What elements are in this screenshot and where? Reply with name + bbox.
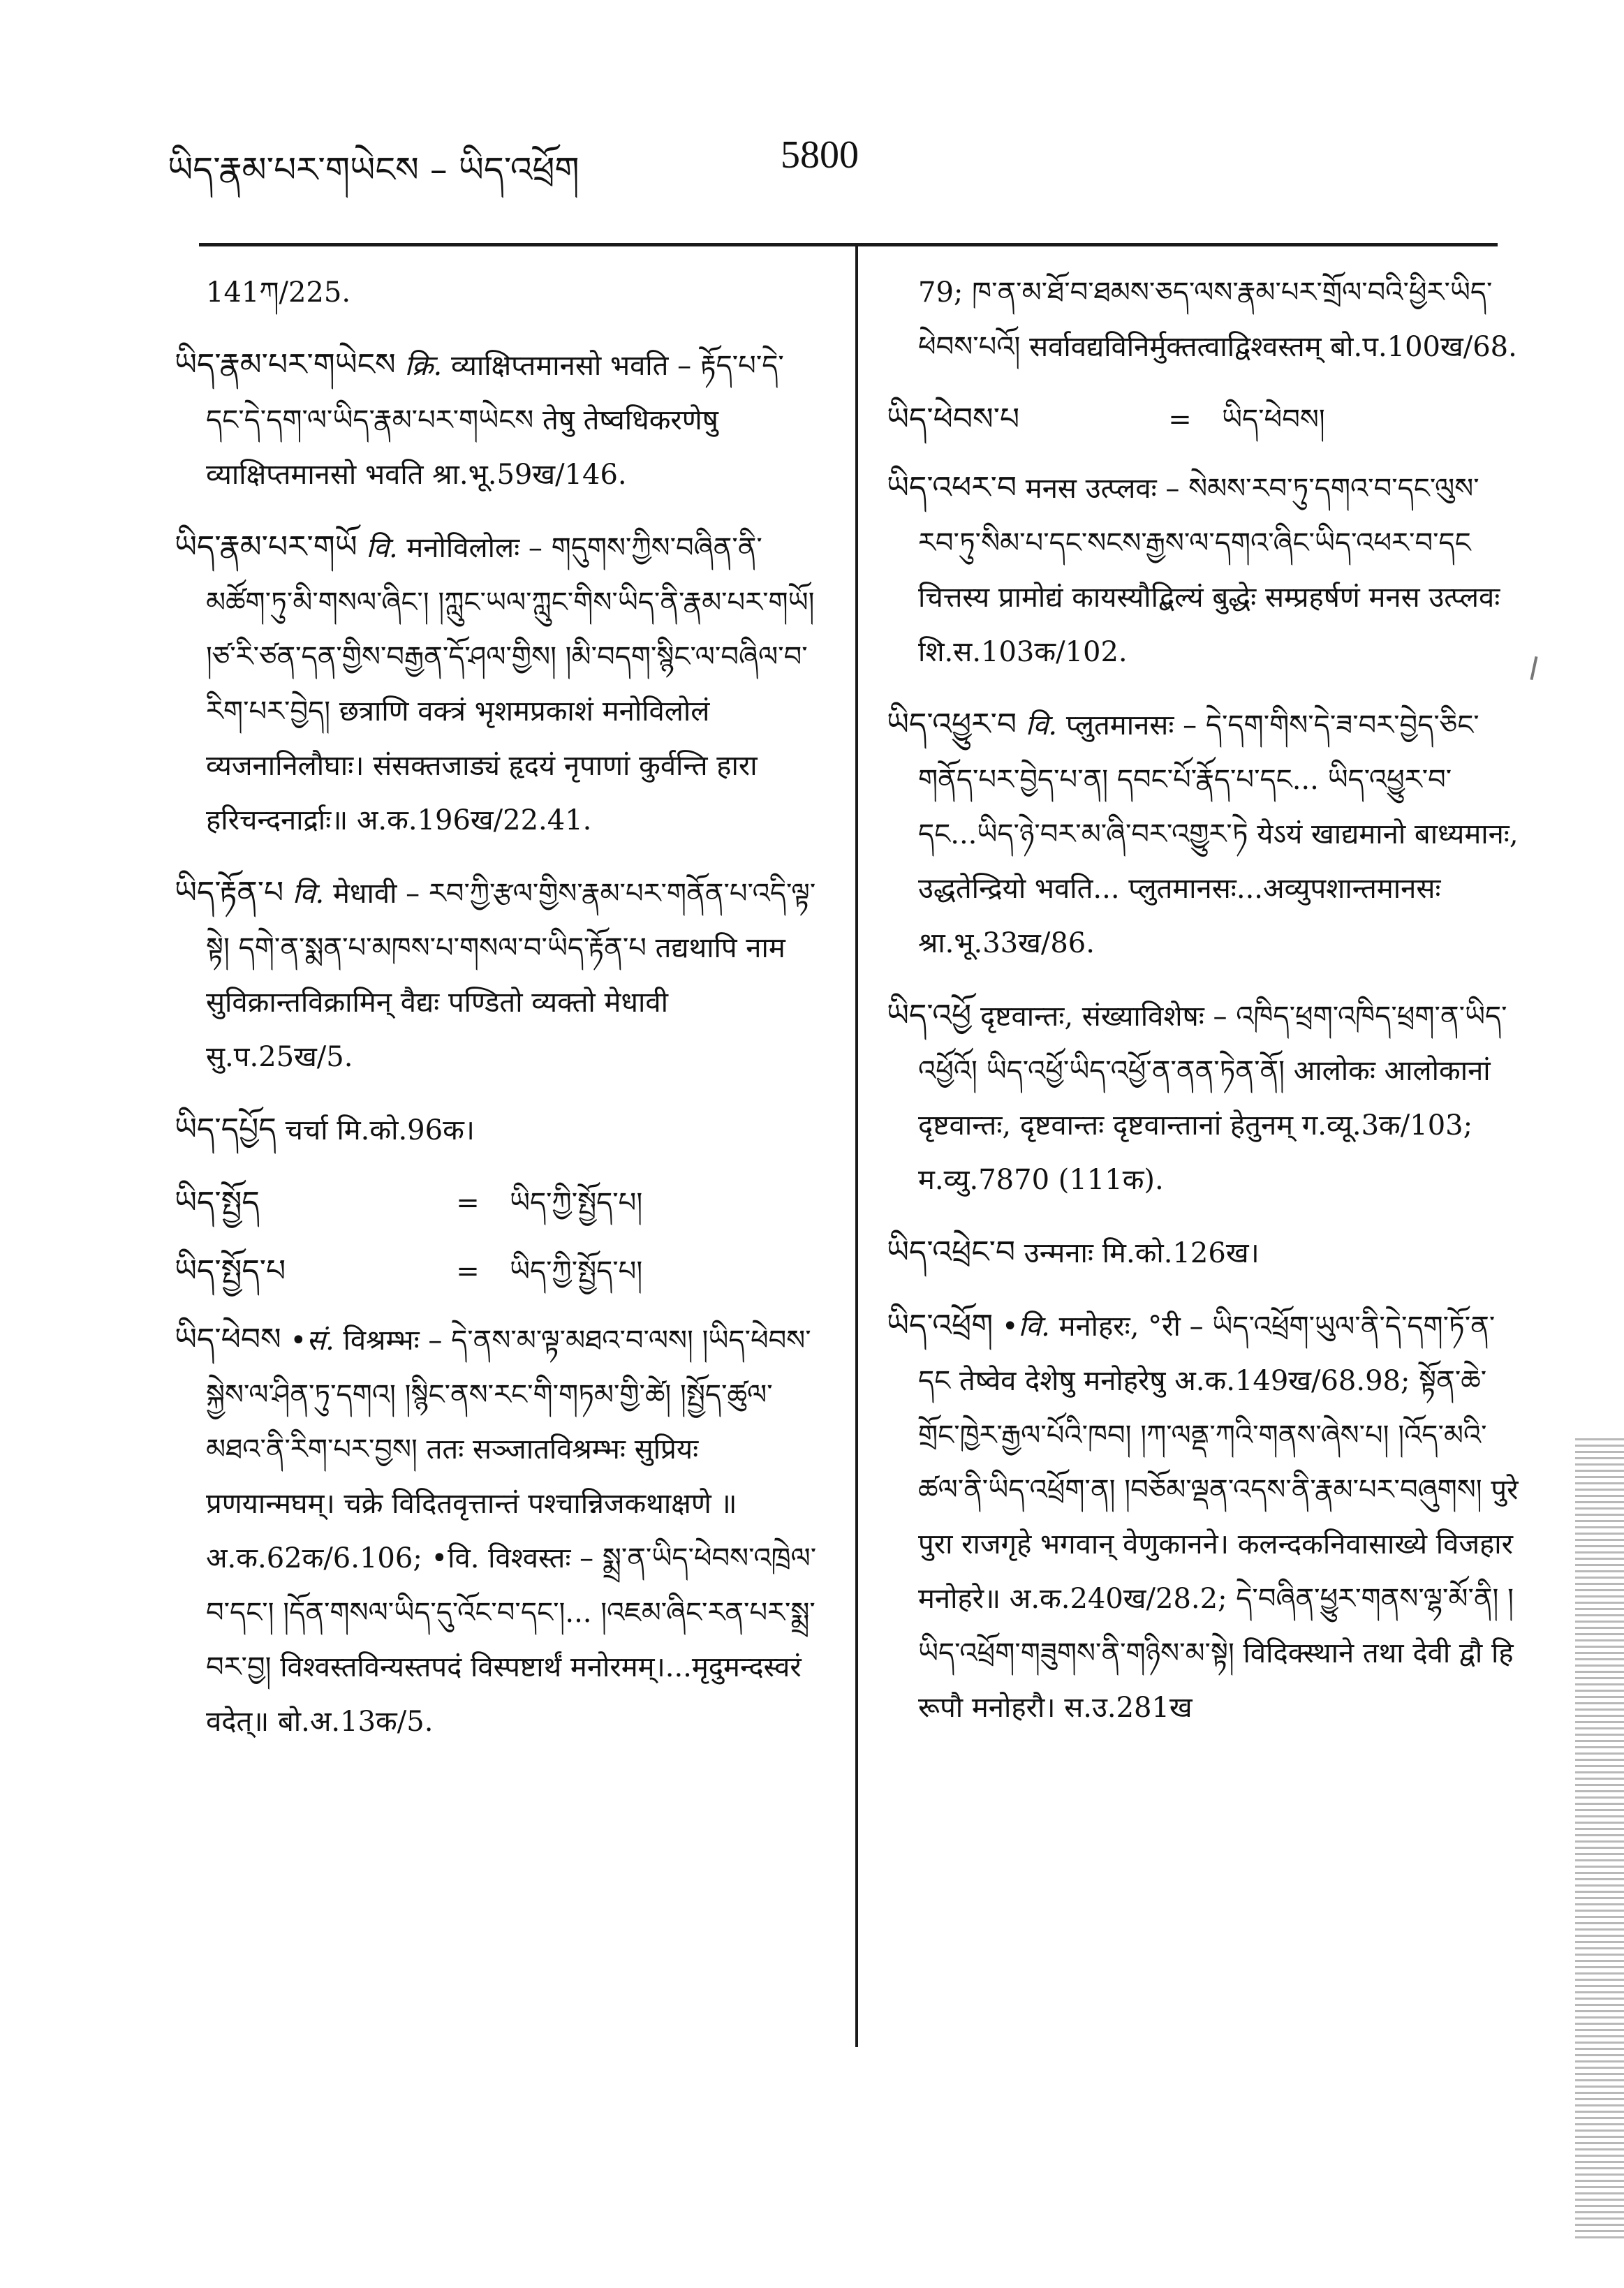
xref-headword: ཡིད་སྤྱོད <box>175 1185 260 1220</box>
grammar-label: •सं. <box>290 1324 334 1357</box>
xref-target: ཡིད་ཕེབས། <box>1222 404 1325 436</box>
grammar-label: क्रि. <box>404 350 443 382</box>
dictionary-entry <box>887 1299 1519 1735</box>
entry-body: विश्रम्भः – དེ་ནས་མ་ལྟ་མཐའ་བ་ལས། །ཡིད་ཕེབས་སྐྱེས་ལ་ཤིན་ཏུ་དགའ། །སྙིང་ནས་རང་གི་གཏམ་གྱི་ཚེ། །སྤྱོད་ཚུལ་མཐའ་ནི་རིག་པར་བྱས། ततः सञ्जातविश्रम्भः सुप्रियः प्रणयान्मघम्। चक्रे विदितवृत्तान्तं पश्चान्निजकथाक्षणे ॥ अ.क.62क/6.106; •वि. विश्वस्तः – སྨྲ་ན་ཡིད་ཕེབས་འཁྲེལ་བ་དང་། །དོན་གསལ་ཡིད་དུ་འོང་བ་དང་།... །འཇམ་ཞིང་རན་པར་སྨྲ་བར་བྱ། विश्वस्तविन्यस्तपदं विस्पष्टार्थं मनोरमम्।...मृदुमन्दस्वरं वदेत्॥ बो.अ.13क/5. <box>206 1324 817 1738</box>
grammar-label: वि. <box>1025 709 1058 741</box>
entry-body: मनस उत्प्लवः – སེམས་རབ་ཏུ་དགའ་བ་དང་ལུས་རབ་ཏུ་སིམ་པ་དང་སངས་རྒྱས་ལ་དགའ་ཞིང་ཡིད་འཕར་བ་དང चित्तस्य प्रामोद्यं कायस्यौद्बिल्यं बुद्धेः सम्प्रहर्षणं मनस उत्प्लवः शि.स.103क/102. <box>918 473 1500 668</box>
xref-headword: ཡིད་སྤྱོད་པ <box>175 1253 286 1289</box>
headword: ཡིད་འཕྱོ <box>887 998 972 1033</box>
dictionary-entry <box>887 461 1519 679</box>
entry-body: व्याक्षिप्तमानसो भवति – རྟོད་པ་དེ་དང་དེ་དག་ལ་ཡིད་རྣམ་པར་གཡེངས तेषु तेष्वधिकरणेषु व्याक्षिप्तमानसो भवति श्रा.भू.59ख/146. <box>206 350 784 491</box>
stray-pen-mark <box>1530 656 1538 680</box>
dictionary-entry <box>175 1102 820 1158</box>
equals-sign: = <box>1168 404 1192 436</box>
dictionary-entry <box>175 1313 820 1749</box>
headword: ཡིད་འཕར་བ <box>887 470 1017 505</box>
entry-body: मनोहरः, °री – ཡིད་འཕྲོག་ཡུལ་ནི་དེ་དག་ཏོ་ན་དང तेष्वेव देशेषु मनोहरेषु अ.क.149ख/68.98; སྟོན་ཆེ་གྲོང་ཁྱེར་རྒྱལ་པོའི་ཁབ། །ཀ་ལནྡ་ཀའི་གནས་ཞེས་པ། །འོད་མའི་ཚལ་ནི་ཡིད་འཕྲོག་ན། །བཅོམ་ལྡན་འདས་ནི་རྣམ་པར་བཞུགས། पुरे पुरा राजगृहे भगवान् वेणुकानने। कलन्दकनिवासाख्ये विजहार मनोहरे॥ अ.क.240ख/28.2; དེ་བཞིན་ཕྱུར་གནས་ལྷ་མོ་ནི། །ཡིད་འཕྲོག་གཟུགས་ནི་གཉིས་མ་སྟེ། विदिक्स्थाने तथा देवी द्वौ हि रूपौ मनोहरौ। स.उ.281ख <box>918 1311 1519 1724</box>
entry-body: दृष्टवान्तः, संख्याविशेषः – འཁིད་ཕྲག་འཁིད་ཕྲག་ན་ཡིད་འཕྱོའོ། ཡིད་འཕྱོ་ཡིད་འཕྱོ་ན་ནན་ཏེན་ནོ། आलोकः आलोकानां दृष्टवान्तः, दृष्टवान्तः दृष्टवान्तानां हेतुनम् ग.व्यू.3क/103; म.व्यु.7870 (111क). <box>918 1001 1507 1196</box>
entry-continuation: 141ཀ/225. <box>206 276 351 309</box>
right-column <box>887 265 1519 1753</box>
cross-reference <box>175 1244 820 1299</box>
dictionary-entry <box>887 1225 1519 1280</box>
cross-reference <box>175 1176 820 1230</box>
headword: ཡིད་ཕེབས <box>175 1322 281 1357</box>
entry-body: मनोविलोलः – གདུགས་ཀྱིས་བཞིན་ནི་མཚོག་ཏུ་མི་གསལ་ཞིང་། །ཀླུང་ཡལ་ཀླུང་གིས་ཡིད་ནི་རྣམ་པར་གཡོ། །ཙ་རི་ཙན་དན་གྱིས་བརྒྱན་དོ་ཤལ་གྱིས། །མི་བདག་སྙིང་ལ་བཞིལ་བ་རིག་པར་བྱེད། छत्राणि वक्त्रं भृशमप्रकाशं मनोविलोलं व्यजनानिलौघाः। संसक्तजाड्यं हृदयं नृपाणां कुर्वन्ति हारा हरिचन्दनार्द्राः॥ अ.क.196ख/22.41. <box>206 532 815 836</box>
entry-body: प्लुतमानसः – དེ་དག་གིས་དེ་ཟ་བར་བྱེད་ཅིང་གནོད་པར་བྱེད་པ་ན། དབང་པོ་རྣོད་པ་དང... ཡིད་འཕྱུར་བ་དང...ཡིད་ཉེ་བར་མ་ཞི་བར་འགྱུར་ཏེ येऽयं खाद्यमानो बाध्यमानः, उद्धतेन्द्रियो भवति... प्लुतमानसः...अव्युपशान्तमानसः श्रा.भू.33ख/86. <box>918 709 1519 959</box>
headword: ཡིད་འཕྱུར་བ <box>887 707 1017 742</box>
dictionary-entry <box>887 989 1519 1207</box>
xref-target: ཡིད་ཀྱི་སྤྱོད་པ། <box>510 1187 643 1219</box>
entry-continuation: 79; ཁ་ན་མ་ཐོ་བ་ཐམས་ཅད་ལས་རྣམ་པར་གྲོལ་བའི་ཕྱིར་ཡིད་ཕེབས་པའོ། सर्वावद्यविनिर्मुक्तत्वाद्विश्वस्तम् बो.प.100ख/68. <box>918 276 1517 363</box>
headword: ཡིད་དཔྱོད <box>175 1112 276 1147</box>
grammar-label: वि. <box>292 878 325 910</box>
xref-headword: ཡིད་ཕེབས་པ <box>887 401 1020 437</box>
scan-edge-artifact <box>1575 1438 1624 2241</box>
left-column <box>175 265 820 1767</box>
headword: ཡིད་རྟོན་པ <box>175 875 284 910</box>
xref-target: ཡིད་ཀྱི་སྤྱོད་པ། <box>510 1255 643 1287</box>
dictionary-entry <box>175 520 820 848</box>
cross-reference <box>887 392 1519 447</box>
page-number: 5800 <box>781 133 859 177</box>
header-rule <box>199 243 1498 246</box>
dictionary-entry <box>175 866 820 1084</box>
grammar-label: •वि. <box>1001 1311 1050 1343</box>
grammar-label: वि. <box>366 532 398 564</box>
equals-sign: = <box>456 1187 480 1219</box>
headword: ཡིད་རྣམ་པར་གཡེངས <box>175 347 396 383</box>
headword: ཡིད་འཕྲོག <box>887 1308 994 1343</box>
column-divider <box>855 246 858 2047</box>
dictionary-entry <box>887 698 1519 970</box>
running-title: ཡིད་རྣམ་པར་གཡེངས – ཡིད་འཕྲོག <box>168 149 580 190</box>
entry-body: चर्चा मि.को.96क। <box>285 1114 475 1146</box>
entry-body: उन्मनाः मि.को.126ख। <box>1024 1237 1260 1269</box>
dictionary-entry <box>175 338 820 502</box>
entry-body: मेधावी – རབ་ཀྱི་རྩལ་གྱིས་རྣམ་པར་གནོན་པ་འདི་ལྟ་སྟེ། དགེ་ན་སྨན་པ་མཁས་པ་གསལ་བ་ཡིད་རྟོན་པ तद्यथापि नाम सुविक्रान्तविक्रामिन् वैद्यः पण्डितो व्यक्तो मेधावी सु.प.25ख/5. <box>206 878 816 1073</box>
headword: ཡིད་རྣམ་པར་གཡོ <box>175 529 357 565</box>
equals-sign: = <box>456 1255 480 1287</box>
headword: ཡིད་འཕྲེང་བ <box>887 1234 1016 1270</box>
